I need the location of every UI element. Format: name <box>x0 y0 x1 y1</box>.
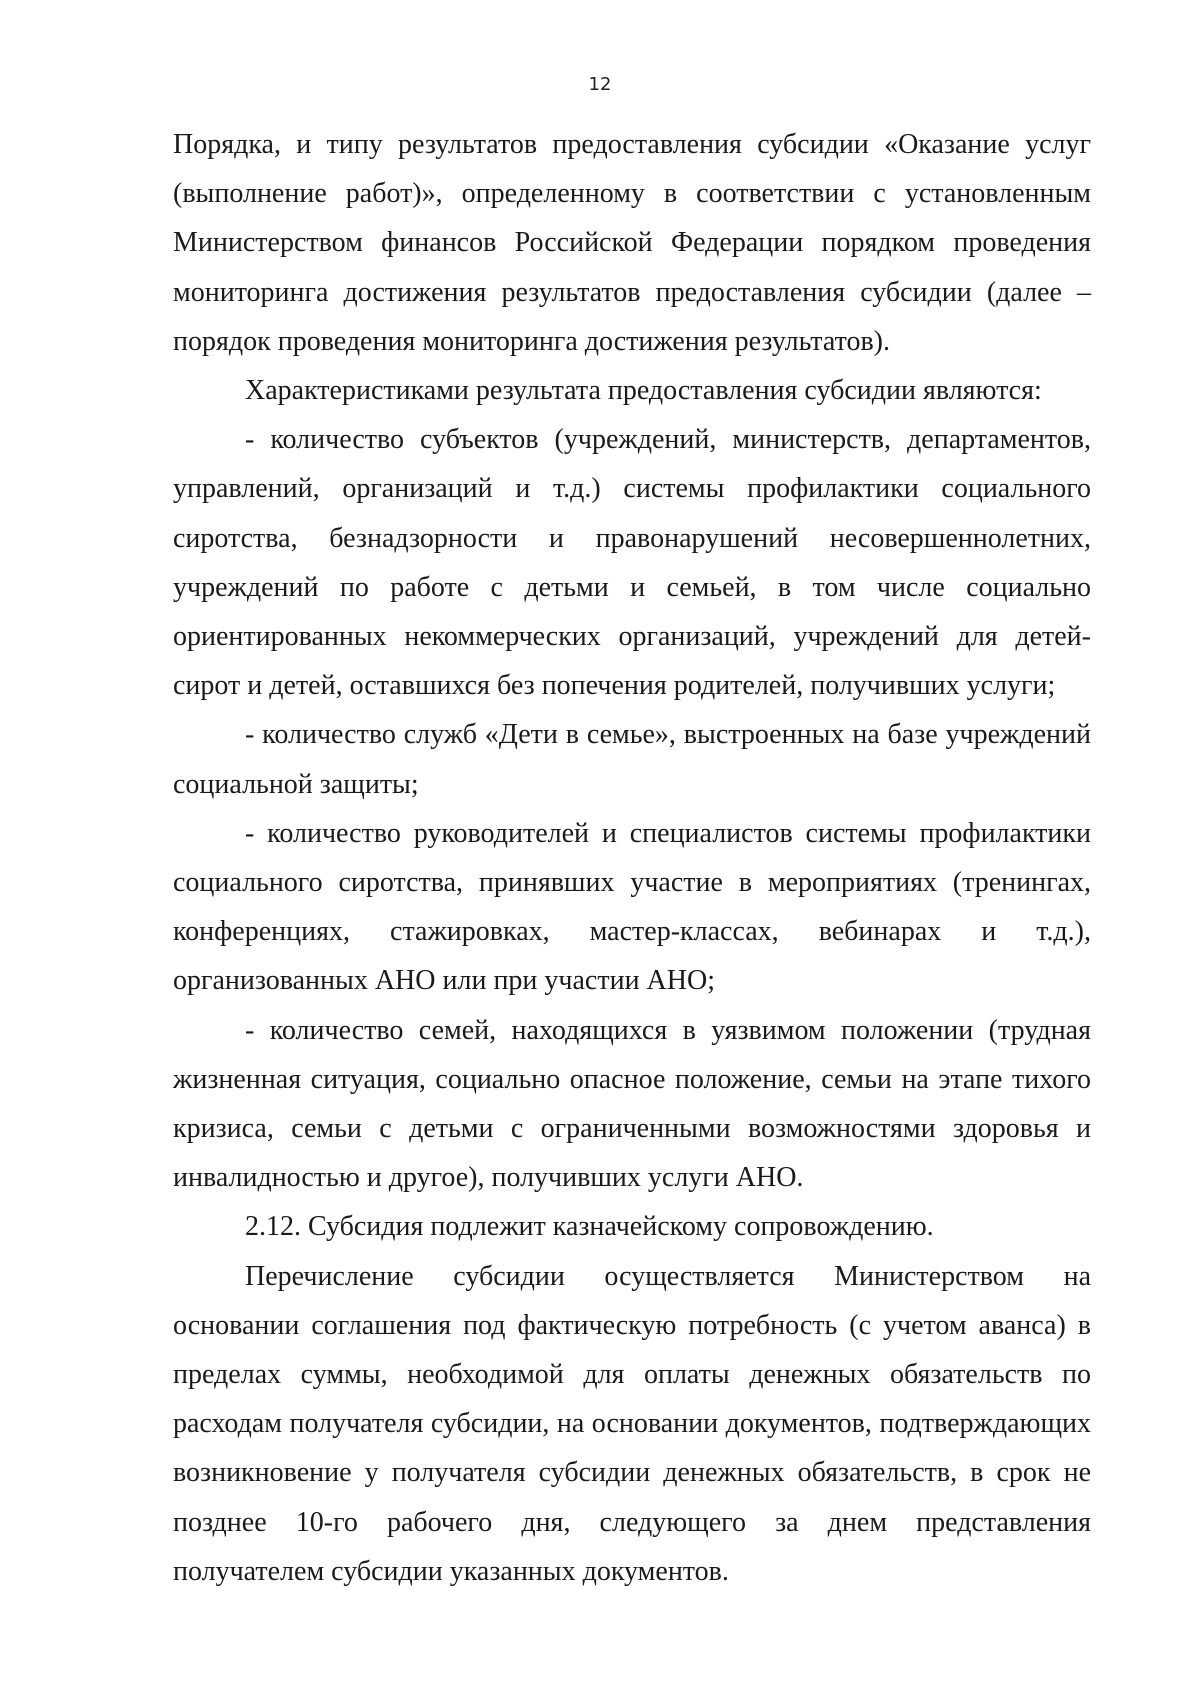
list-item-specialists-count: - количество руководителей и специалистов системы профилактики социального сиротства, принявших участие в мероприятиях (тренингах, конференциях, стажировках, мастер-классах, вебинарах и т.д.), организованных АНО или при участии АНО; <box>173 817 1091 997</box>
list-item-subjects-count: - количество субъектов (учреждений, министерств, департаментов, управлений, организаций и т.д.) системы профилактики социального сиротства, безнадзорности и правонарушений несовершеннолетних, учреждений по работе с детьми и семьей, в том числе социально ориентированных некоммерческих организаций, учреждений для детей-сирот и детей, оставшихся без попечения родителей, получивших услуги; <box>173 424 1091 702</box>
paragraph-continuation: Порядка, и типу результатов предоставления субсидии «Оказание услуг (выполнение работ)», определенному в соответствии с установленным Министерством финансов Российской Федерации порядком проведения мониторинга достижения результатов предоставления субсидии (далее – порядок проведения мониторинга достижения результатов). <box>173 129 1091 357</box>
list-item-services-count: - количество служб «Дети в семье», выстроенных на базе учреждений социальной защиты; <box>173 719 1091 800</box>
list-item-families-count: - количество семей, находящихся в уязвимом положении (трудная жизненная ситуация, социально опасное положение, семьи на этапе тихого кризиса, семьи с детьми с ограниченными возможностями здоровья и инвалидностью и другое), получивших услуги АНО. <box>173 1014 1091 1194</box>
paragraph-2-12: 2.12. Субсидия подлежит казначейскому сопровождению. <box>245 1211 934 1243</box>
paragraph-characteristics-intro: Характеристиками результата предоставления субсидии являются: <box>245 375 1042 407</box>
document-body <box>173 120 1091 1596</box>
page-number: 12 <box>588 74 612 95</box>
paragraph-transfer-terms: Перечисление субсидии осуществляется Министерством на основании соглашения под фактическую потребность (с учетом аванса) в пределах суммы, необходимой для оплаты денежных обязательств по расходам получателя субсидии, на основании документов, подтверждающих возникновение у получателя субсидии денежных обязательств, в срок не позднее 10-го рабочего дня, следующего за днем представления получателем субсидии указанных документов. <box>173 1260 1091 1587</box>
